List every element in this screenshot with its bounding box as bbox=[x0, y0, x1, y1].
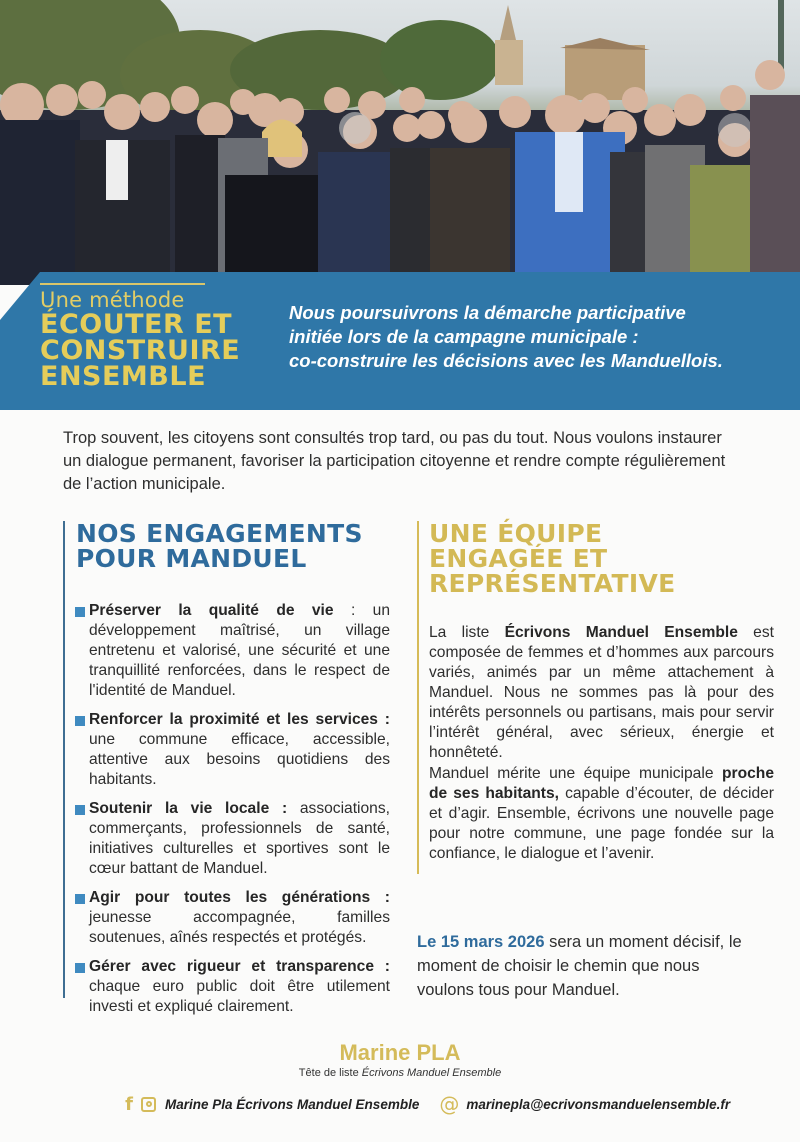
banner-title bbox=[40, 309, 241, 392]
signatory-role: Tête de liste Écrivons Manduel Ensemble bbox=[298, 1067, 502, 1079]
list-item-text: Soutenir la vie locale : associations, commerçants, professionnels de santé, initiatives culturelles et sportives sont le cœur battant de Manduel. bbox=[89, 800, 390, 877]
engagements-title-line: POUR MANDUEL bbox=[76, 544, 307, 573]
square-bullet-icon bbox=[75, 894, 85, 904]
banner-divider bbox=[40, 283, 205, 285]
square-bullet-icon bbox=[75, 963, 85, 973]
banner-title-line: CONSTRUIRE bbox=[40, 335, 241, 366]
instagram-icon[interactable] bbox=[141, 1097, 156, 1112]
equipe-paragraph-2: Manduel mérite une équipe municipale proche de ses habitants, capable d’écouter, de décider et d’agir. Ensemble, écrivons une nouvelle page pour notre commune, une page fondée sur la confiance, le dialogue et l’avenir. bbox=[429, 765, 774, 862]
contact-line bbox=[123, 1092, 730, 1116]
list-item-text: Préserver la qualité de vie : un développement maîtrisé, un village entretenu et valorisé, une sécurité et une tranquillité renforcées, dans le respect de l'identité de Manduel. bbox=[89, 602, 391, 699]
equipe-title-line: UNE ÉQUIPE bbox=[429, 519, 603, 548]
facebook-icon[interactable]: f bbox=[125, 1093, 133, 1115]
square-bullet-icon bbox=[75, 607, 85, 617]
banner-quote bbox=[289, 301, 723, 373]
square-bullet-icon bbox=[75, 716, 85, 726]
engagements-list bbox=[75, 601, 390, 1026]
group-photo-illustration bbox=[0, 0, 800, 285]
at-icon: @ bbox=[439, 1092, 460, 1116]
election-date: Le 15 mars 2026 bbox=[417, 933, 545, 951]
closing-statement: Le 15 mars 2026 sera un moment décisif, le moment de choisir le chemin que nous voulons tous pour Manduel. bbox=[417, 933, 742, 999]
list-item bbox=[75, 710, 390, 790]
list-item-text: Agir pour toutes les générations : jeunesse accompagnée, familles soutenues, aînés respectés et protégés. bbox=[89, 889, 390, 946]
group-photo bbox=[0, 0, 800, 285]
list-item bbox=[75, 957, 390, 1017]
intro-paragraph: Trop souvent, les citoyens sont consultés trop tard, ou pas du tout. Nous voulons instaurer un dialogue permanent, favoriser la participation citoyenne et rendre compte régulièrement de l’action municipale. bbox=[63, 429, 726, 493]
list-item bbox=[75, 888, 390, 948]
list-item bbox=[75, 601, 390, 701]
banner-quote-line: initiée lors de la campagne municipale : bbox=[289, 326, 639, 347]
banner-quote-line: Nous poursuivrons la démarche participative bbox=[289, 302, 686, 323]
email-address[interactable]: marinepla@ecrivonsmanduelensemble.fr bbox=[466, 1096, 731, 1112]
signatory-name: Marine PLA bbox=[339, 1040, 461, 1065]
equipe-section bbox=[417, 521, 772, 874]
equipe-title-line: ENGAGÉE ET bbox=[429, 544, 608, 573]
list-item-text: Renforcer la proximité et les services : une commune efficace, accessible, attentive aux besoins quotidiens des habitants. bbox=[89, 711, 390, 788]
banner-title-line: ENSEMBLE bbox=[40, 361, 207, 392]
engagements-section bbox=[63, 519, 391, 1015]
banner-quote-line: co-construire les décisions avec les Manduellois. bbox=[289, 350, 723, 371]
social-handle[interactable]: Marine Pla Écrivons Manduel Ensemble bbox=[165, 1096, 420, 1112]
list-item-text: Gérer avec rigueur et transparence : chaque euro public doit être utilement investi et expliqué clairement. bbox=[89, 958, 390, 1015]
engagements-title-line: NOS ENGAGEMENTS bbox=[76, 519, 363, 548]
banner-title-line: ÉCOUTER ET bbox=[40, 309, 233, 340]
square-bullet-icon bbox=[75, 805, 85, 815]
banner-kicker: Une méthode bbox=[40, 288, 185, 312]
equipe-paragraph-1: La liste Écrivons Manduel Ensemble est composée de femmes et d’hommes aux parcours variés, animés par un même attachement à Manduel. Nous ne sommes pas là pour des intérêts personnels ou partisans, mais pour servir l’intérêt général, avec sérieux, énergie et honnêteté. bbox=[429, 624, 774, 761]
equipe-title-line: REPRÉSENTATIVE bbox=[429, 569, 676, 598]
equipe-title bbox=[419, 521, 772, 596]
list-item bbox=[75, 799, 390, 879]
engagements-title bbox=[65, 521, 388, 571]
